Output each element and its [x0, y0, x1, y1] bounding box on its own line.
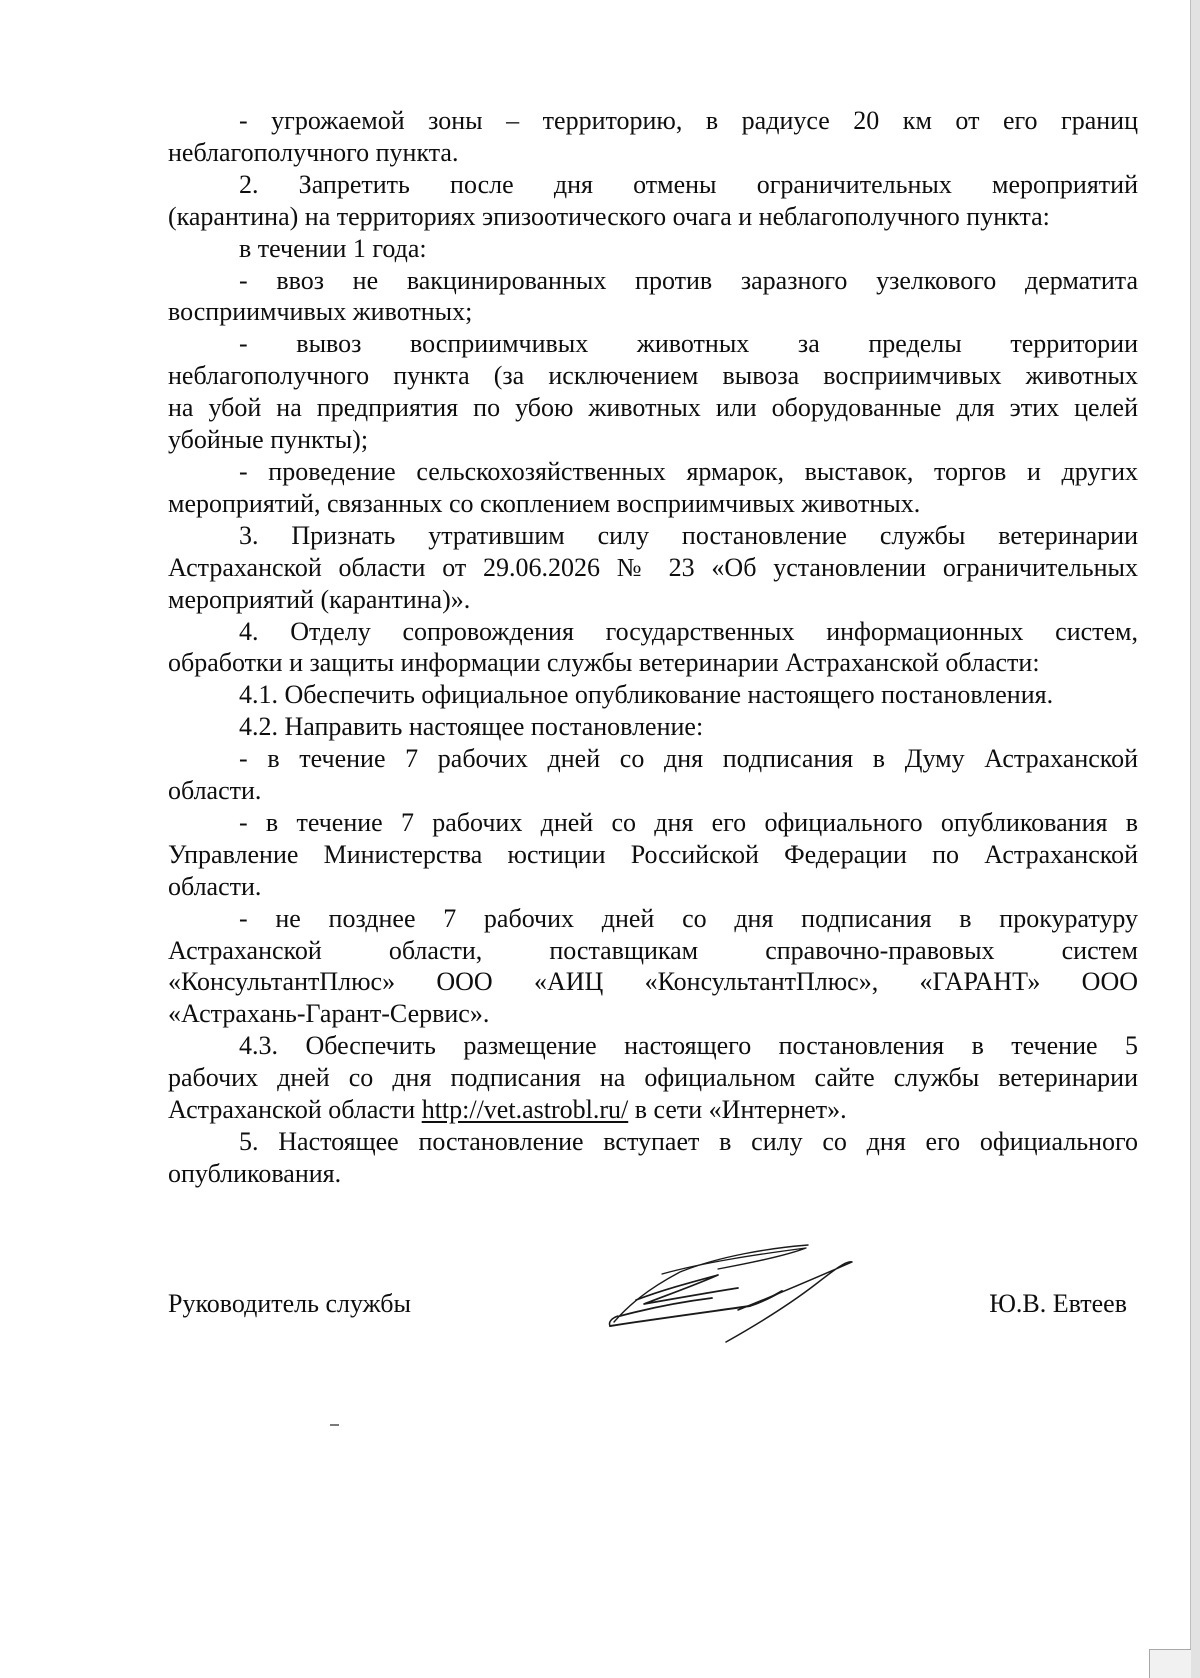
text-line: на убой на предприятия по убою животных или оборудованные для этих целей: [168, 393, 1138, 423]
text-line: 2. Запретить после дня отмены ограничительных мероприятий: [239, 169, 1138, 199]
text-line: мероприятий (карантина)».: [168, 584, 471, 614]
paragraph: [168, 903, 1138, 1031]
text-line: 3. Признать утратившим силу постановление службы ветеринарии: [239, 520, 1138, 550]
paragraph: [168, 743, 1138, 807]
text-line: - вывоз восприимчивых животных за пределы территории: [239, 329, 1138, 359]
paragraph: [168, 456, 1138, 520]
text-line: - проведение сельскохозяйственных ярмарок, выставок, торгов и других: [239, 456, 1138, 486]
signatory-position: Руководитель службы: [168, 1289, 411, 1318]
text-line: области.: [168, 871, 262, 901]
text-line: в течении 1 года:: [239, 233, 427, 263]
text-line: 4.1. Обеспечить официальное опубликование настоящего постановления.: [239, 680, 1054, 710]
paragraph: [168, 105, 1138, 169]
text-line: Астраханской области от 29.06.2026 № 23 «Об установлении ограничительных: [168, 552, 1138, 582]
scan-edge-corner: [1149, 1649, 1191, 1678]
text-line: - ввоз не вакцинированных против заразного узелкового дерматита: [239, 265, 1138, 295]
text-line: мероприятий, связанных со скоплением восприимчивых животных.: [168, 488, 921, 518]
text-line: (карантина) на территориях эпизоотического очага и неблагополучного пункта:: [168, 201, 1050, 231]
text-line: - не позднее 7 рабочих дней со дня подписания в прокуратуру: [239, 903, 1138, 933]
paragraph: [168, 520, 1138, 616]
scan-speck: [330, 1424, 339, 1426]
signatory-name: Ю.В. Евтеев: [989, 1289, 1127, 1318]
text-line: «Астрахань-Гарант-Сервис».: [168, 999, 490, 1029]
paragraph: [168, 616, 1138, 680]
paragraph: [168, 1126, 1138, 1190]
text-line: восприимчивых животных;: [168, 297, 473, 327]
text-line: обработки и защиты информации службы ветеринарии Астраханской области:: [168, 648, 1040, 678]
text-line: неблагополучного пункта.: [168, 137, 459, 167]
text-line: рабочих дней со дня подписания на официальном сайте службы ветеринарии: [168, 1063, 1138, 1093]
text-line: - в течение 7 рабочих дней со дня подписания в Думу Астраханской: [239, 744, 1138, 774]
text-line: убойные пункты);: [168, 425, 369, 455]
paragraph: [168, 328, 1138, 456]
text-line: - угрожаемой зоны – территорию, в радиусе 20 км от его границ: [239, 106, 1138, 135]
text-line: 5. Настоящее постановление вступает в силу со дня его официального: [239, 1127, 1138, 1156]
paragraph: [168, 233, 1138, 265]
text-line: [168, 1094, 1138, 1126]
paragraph: [168, 169, 1138, 233]
signature: [600, 1232, 865, 1350]
text-line: области.: [168, 776, 262, 806]
paragraph: [168, 679, 1138, 711]
text-line: 4.2. Направить настоящее постановление:: [239, 712, 704, 742]
text-line: неблагополучного пункта (за исключением вывоза восприимчивых животных: [168, 361, 1138, 391]
text-line: Управление Министерства юстиции Российской Федерации по Астраханской: [168, 839, 1138, 869]
paragraph: [168, 265, 1138, 329]
paragraph: [168, 807, 1138, 903]
text-line: - в течение 7 рабочих дней со дня его официального опубликования в: [239, 807, 1138, 837]
text-line: 4.3. Обеспечить размещение настоящего постановления в течение 5: [239, 1031, 1138, 1061]
text-segment: в сети «Интернет».: [628, 1095, 847, 1125]
text-line: «КонсультантПлюс» ООО «АИЦ «КонсультантПлюс», «ГАРАНТ» ООО: [168, 967, 1138, 997]
paragraph: [168, 711, 1138, 743]
text-line: Астраханской области, поставщикам справочно-правовых систем: [168, 935, 1138, 965]
document-body: [168, 105, 1138, 1190]
text-line: опубликования.: [168, 1158, 342, 1188]
text-line: 4. Отделу сопровождения государственных информационных систем,: [239, 616, 1138, 646]
text-segment: Астраханской области: [168, 1095, 422, 1125]
paragraph: [168, 1030, 1138, 1126]
scan-edge-strip: [1190, 0, 1200, 1678]
website-link: http://vet.astrobl.ru/: [421, 1095, 629, 1125]
